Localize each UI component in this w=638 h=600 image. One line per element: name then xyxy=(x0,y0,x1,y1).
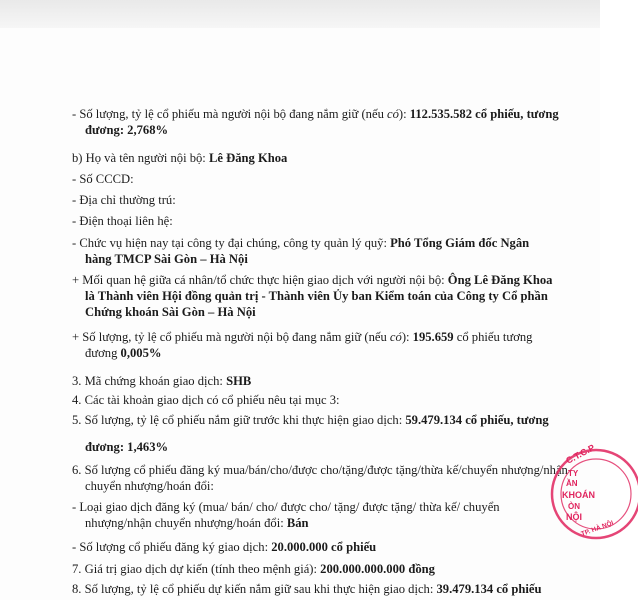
svg-text:C.T.C.P: C.T.C.P xyxy=(564,442,597,466)
relationship-line: + Mối quan hệ giữa cá nhân/tổ chức thực hiện giao dịch với người nội bộ: Ông Lê Đăng Khoa xyxy=(72,273,553,287)
svg-text:ÒN: ÒN xyxy=(568,502,580,511)
address-line: - Địa chỉ thường trú: xyxy=(72,193,176,207)
phone-line: - Điện thoại liên hệ: xyxy=(72,214,173,228)
related-holding-percent: đương 0,005% xyxy=(85,346,162,360)
holding-line: - Số lượng, tỷ lệ cổ phiếu mà người nội bộ đang nắm giữ (nếu có): 112.535.582 cổ phiếu, tương xyxy=(72,107,559,121)
relationship-line-cont2: Chứng khoán Sài Gòn – Hà Nội xyxy=(85,305,256,319)
related-holding-line: + Số lượng, tỷ lệ cổ phiếu mà người nội bộ đang nắm giữ (nếu có): 195.659 cổ phiếu tương xyxy=(72,330,533,344)
svg-text:NỘI: NỘI xyxy=(566,512,583,522)
transaction-type-line: - Loại giao dịch đăng ký (mua/ bán/ cho/ được cho/ tặng/ được tặng/ thừa kế/ chuyển xyxy=(72,500,500,514)
scan-top-band xyxy=(0,0,600,28)
position-line-cont: hàng TMCP Sài Gòn – Hà Nội xyxy=(85,252,248,266)
registered-volume-line: - Số lượng cổ phiếu đăng ký giao dịch: 20.000.000 cổ phiếu xyxy=(72,540,377,554)
svg-text:ẦN: ẦN xyxy=(566,479,578,488)
ticker-line: 3. Mã chứng khoán giao dịch: SHB xyxy=(72,374,252,388)
expected-value-line: 7. Giá trị giao dịch dự kiến (tính theo mệnh giá): 200.000.000.000 đồng xyxy=(72,562,435,576)
id-number-line: - Số CCCD: xyxy=(72,172,134,186)
svg-text:TY: TY xyxy=(568,469,579,478)
svg-text:KHOÁN: KHOÁN xyxy=(562,490,595,500)
before-holding-line: 5. Số lượng, tỷ lệ cổ phiếu nắm giữ trước khi thực hiện giao dịch: 59.479.134 cổ phiếu, tương xyxy=(72,413,549,427)
relationship-line-cont: là Thành viên Hội đồng quản trị - Thành viên Ủy ban Kiểm toán của Công ty Cổ phần xyxy=(85,289,548,303)
position-line: - Chức vụ hiện nay tại công ty đại chúng, công ty quản lý quỹ: Phó Tổng Giám đốc Ngân xyxy=(72,236,530,250)
holding-percent: đương: 2,768% xyxy=(85,123,169,137)
accounts-line: 4. Các tài khoản giao dịch có cổ phiếu nêu tại mục 3: xyxy=(72,393,340,407)
svg-text:TP. HÀ NỘI: TP. HÀ NỘI xyxy=(580,519,615,538)
registered-qty-line-cont: chuyển nhượng/hoán đổi: xyxy=(85,479,214,493)
insider-name-line: b) Họ và tên người nội bộ: Lê Đăng Khoa xyxy=(72,151,288,165)
after-holding-line: 8. Số lượng, tỷ lệ cổ phiếu dự kiến nắm giữ sau khi thực hiện giao dịch: 39.479.134 cổ phiếu xyxy=(72,582,542,596)
registered-qty-line: 6. Số lượng cổ phiếu đăng ký mua/bán/cho/được cho/tặng/được tặng/thừa kế/chuyển nhượng/nhận xyxy=(72,463,568,477)
transaction-type-value: nhượng/nhận chuyển nhượng/hoán đổi: Bán xyxy=(85,516,309,530)
company-seal-stamp xyxy=(538,442,638,542)
before-holding-percent: đương: 1,463% xyxy=(85,440,169,454)
